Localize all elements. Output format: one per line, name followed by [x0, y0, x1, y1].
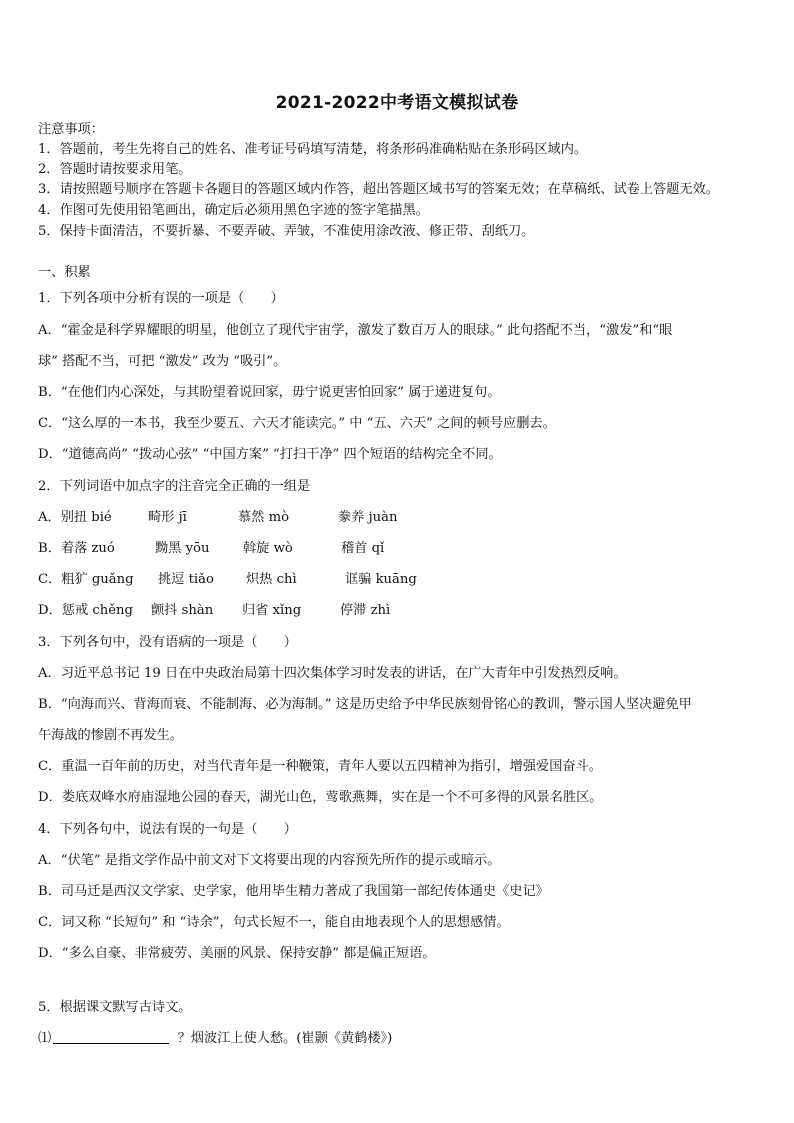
item-number: ⑴ [38, 1031, 52, 1046]
option-word: 挑逗 tiǎo [158, 572, 214, 587]
option-word: C．粗犷 guǎng [38, 572, 134, 587]
question-4-option-d: D．“多么自豪、非常疲劳、美丽的风景、保持安静” 都是偏正短语。 [38, 946, 436, 961]
question-4-option-b: B．司马迁是西汉文学家、史学家，他用毕生精力著成了我国第一部纪传体通史《史记》 [38, 884, 549, 899]
question-1-option-d: D．“道德高尚” “拨动心弦” “中国方案” “打扫干净” 四个短语的结构完全不同。 [38, 447, 502, 462]
question-3-option-b-continued: 午海战的惨剧不再发生。 [38, 728, 184, 743]
option-word: 斡旋 wò [243, 541, 293, 556]
question-2-stem: 2．下列词语中加点字的注音完全正确的一组是 [38, 479, 311, 494]
question-3-option-d: D．娄底双峰水府庙湿地公园的春天，湖光山色，莺歌燕舞，实在是一个不可多得的风景名胜区。 [38, 790, 603, 805]
question-1-stem: 1．下列各项中分析有误的一项是（ ） [38, 291, 284, 306]
option-word: 稽首 qǐ [341, 541, 385, 556]
page-title: 2021-2022中考语文模拟试卷 [275, 93, 519, 113]
option-word: 诓骗 kuāng [345, 572, 417, 587]
question-1-option-a: A．“霍金是科学界耀眼的明星，他创立了现代宇宙学，激发了数百万人的眼球。” 此句搭配不当，“激发”和“眼 [38, 323, 673, 338]
notice-item: 4．作图可先使用铅笔画出，确定后必须用黑色字迹的签字笔描黑。 [38, 203, 429, 218]
question-3-option-c: C．重温一百年前的历史，对当代青年是一种鞭策，青年人要以五四精神为指引，增强爱国奋斗。 [38, 759, 602, 774]
option-word: 黝黑 yōu [155, 541, 210, 556]
question-3-option-b: B．“向海而兴、背海而衰、不能制海、必为海制。” 这是历史给予中华民族刻骨铭心的教训，警示国人坚决避免甲 [38, 697, 692, 712]
answer-blank[interactable] [53, 1031, 169, 1044]
option-word: 停滞 zhì [340, 603, 391, 618]
option-word: 炽热 chì [246, 572, 297, 587]
option-word: 畸形 jī [148, 510, 187, 525]
option-word: 颤抖 shàn [151, 603, 214, 618]
option-word: 归省 xǐng [242, 603, 302, 618]
question-1-option-a-continued: 球” 搭配不当，可把 “激发” 改为 “吸引”。 [38, 354, 287, 369]
section-heading: 一、积累 [38, 265, 91, 280]
option-word: A．别扭 bié [38, 510, 112, 525]
question-4-stem: 4．下列各句中，说法有误的一句是（ ） [38, 822, 297, 837]
notice-item: 5．保持卡面清洁，不要折暴、不要弄破、弄皱，不准使用涂改液、修正带、刮纸刀。 [38, 224, 535, 239]
notice-item: 3．请按照题号顺序在答题卡各题目的答题区域内作答，超出答题区域书写的答案无效；在草稿纸、试卷上答题无效。 [38, 182, 719, 197]
question-4-option-a: A．“伏笔” 是指文学作品中前文对下文将要出现的内容预先所作的提示或暗示。 [38, 853, 501, 868]
option-word: 豢养 juàn [338, 510, 398, 525]
option-word: D．惩戒 chěng [38, 603, 133, 618]
question-4-option-c: C．词又称 “长短句” 和 “诗余”，句式长短不一，能自由地表现个人的思想感情。 [38, 915, 510, 930]
notice-item: 1．答题前，考生先将自己的姓名、准考证号码填写清楚，将条形码准确粘贴在条形码区域内。 [38, 142, 588, 157]
question-3-stem: 3．下列各句中，没有语病的一项是（ ） [38, 635, 297, 650]
option-word: 慕然 mò [238, 510, 290, 525]
poem-line: ？烟波江上使人愁。(崔颢《黄鹤楼》) [177, 1031, 393, 1046]
question-3-option-a: A．习近平总书记 19 日在中央政治局第十四次集体学习时发表的讲话，在广大青年中引发热烈反响。 [38, 666, 627, 681]
question-5-item-1 [38, 1031, 392, 1047]
question-1-option-c: C．“这么厚的一本书，我至少要五、六天才能读完。” 中 “五、六天” 之间的顿号应删去。 [38, 416, 556, 431]
option-word: B．着落 zuó [38, 541, 115, 556]
notice-item: 2．答题时请按要求用笔。 [38, 162, 192, 177]
question-1-option-b: B．“在他们内心深处，与其盼望着说回家，毋宁说更害怕回家” 属于递进复句。 [38, 385, 501, 400]
question-5-stem: 5．根据课文默写古诗文。 [38, 1000, 192, 1015]
notice-heading: 注意事项： [38, 122, 104, 137]
